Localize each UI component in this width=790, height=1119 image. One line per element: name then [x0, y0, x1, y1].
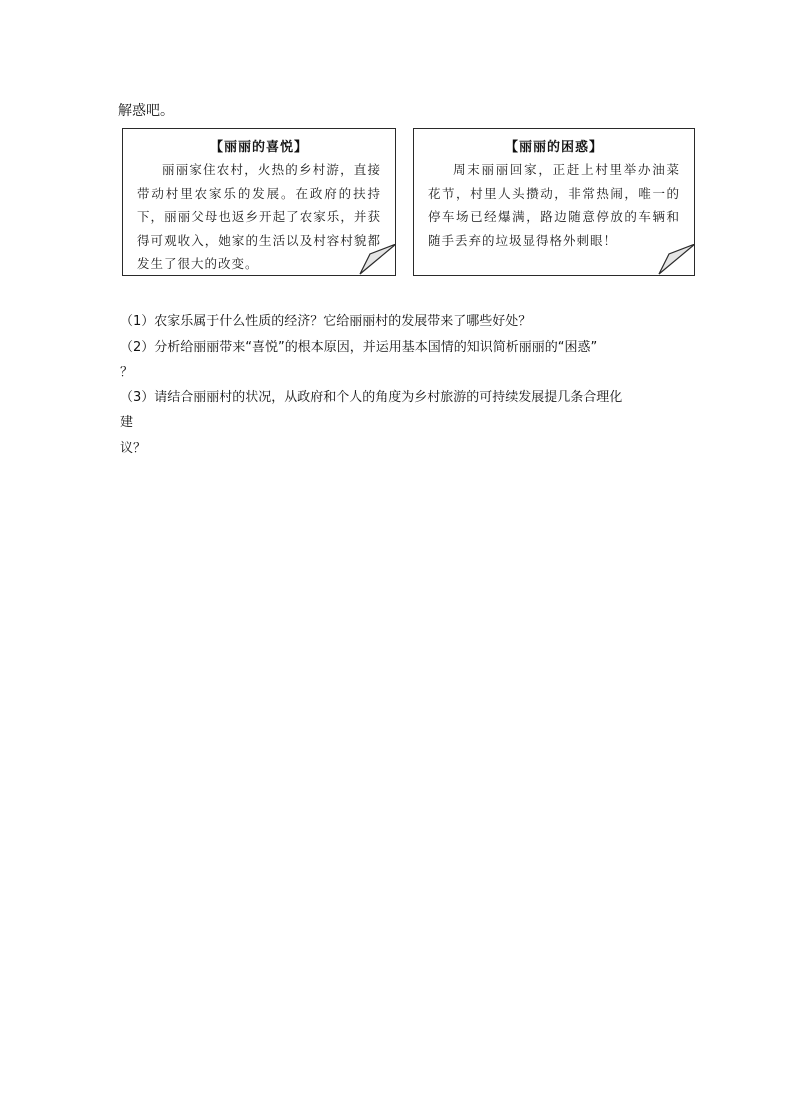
- question-3-line-2: 建: [120, 415, 134, 430]
- confusion-card: [413, 128, 695, 276]
- question-2-line-1: （2）分析给丽丽带来“喜悦”的根本原因，并运用基本国情的知识简析丽丽的“困惑”: [120, 340, 598, 355]
- question-2-line-2: ？: [120, 365, 134, 380]
- joy-card-title: 【丽丽的喜悦】: [209, 140, 308, 155]
- page-curl-icon: [356, 244, 396, 276]
- joy-card: [122, 128, 396, 276]
- question-1: （1）农家乐属于什么性质的经济？它给丽丽村的发展带来了哪些好处？: [120, 314, 532, 329]
- page-curl-icon: [655, 244, 695, 276]
- confusion-card-title: 【丽丽的困惑】: [504, 140, 603, 155]
- question-3-line-3: 议？: [120, 441, 147, 456]
- confusion-card-body: 周末丽丽回家，正赶上村里举办油菜花节，村里人头攒动，非常热闹，唯一的停车场已经爆满，路边随意停放的车辆和随手丢弃的垃圾显得格外刺眼！: [428, 162, 680, 248]
- joy-card-body: 丽丽家住农村，火热的乡村游，直接带动村里农家乐的发展。在政府的扶持下，丽丽父母也返乡开起了农家乐，并获得可观收入，她家的生活以及村容村貌都发生了很大的改变。: [137, 162, 381, 271]
- intro-text: 解惑吧。: [118, 103, 174, 119]
- question-3-line-1: （3）请结合丽丽村的状况，从政府和个人的角度为乡村旅游的可持续发展提几条合理化: [120, 390, 623, 405]
